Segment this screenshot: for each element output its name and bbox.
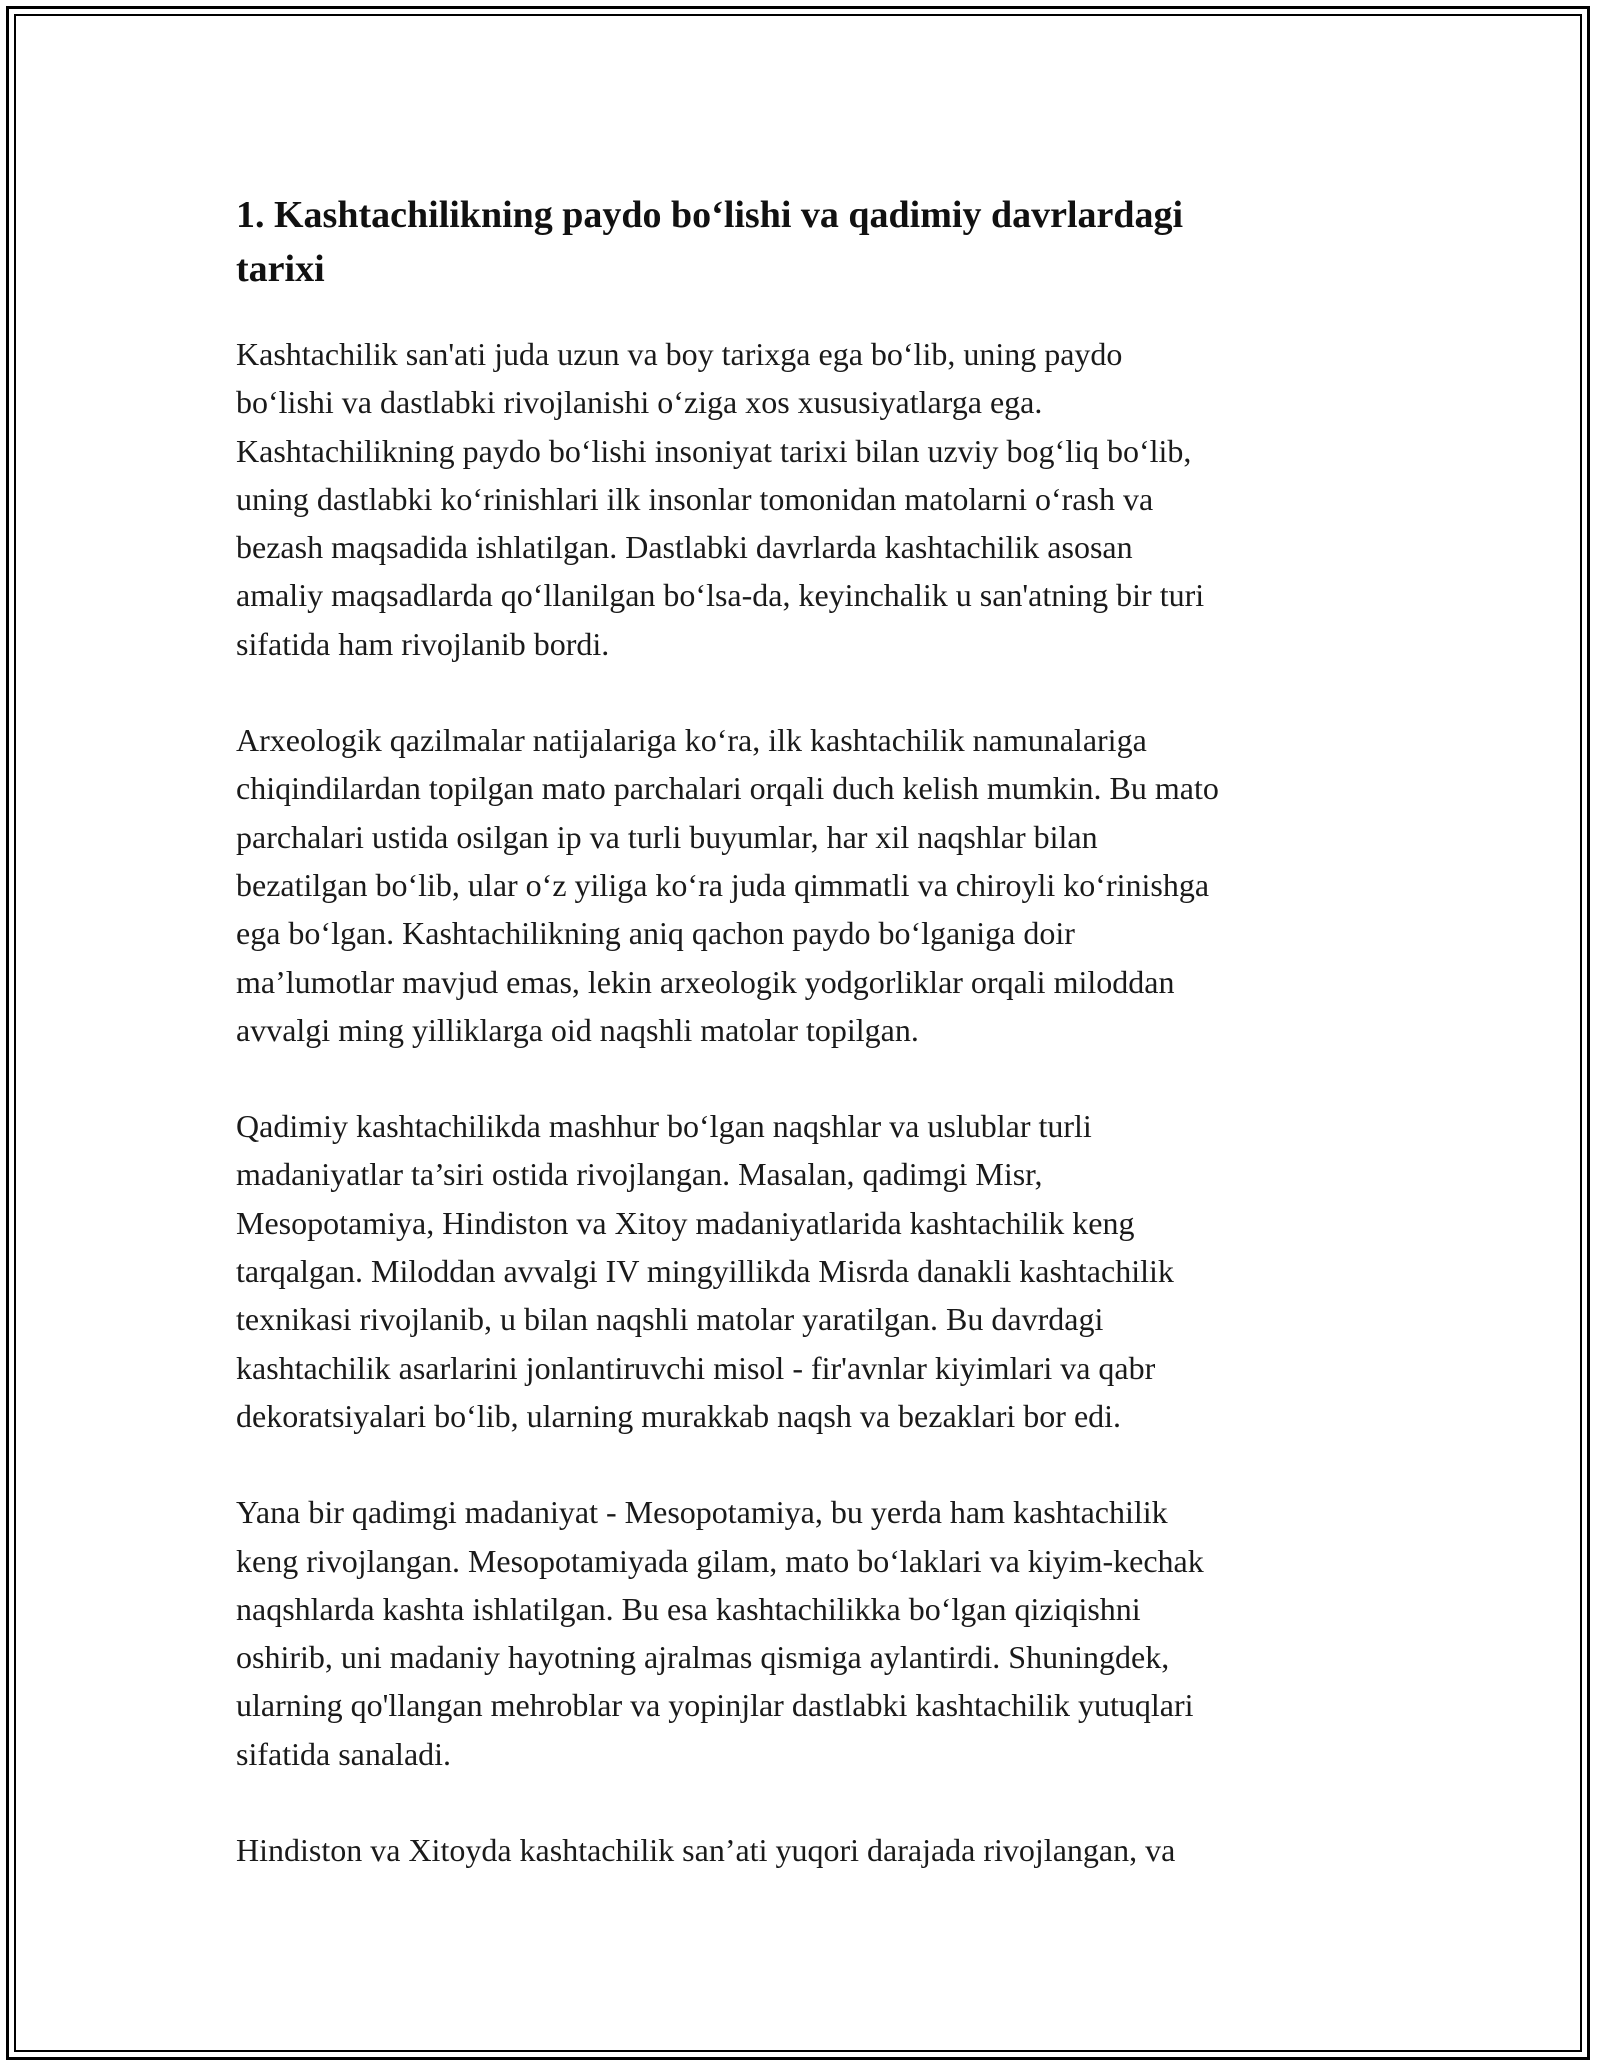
text-line: parchalari ustida osilgan ip va turli buyumlar, har xil naqshlar bilan bbox=[236, 818, 1098, 855]
text-line: naqshlarda kashta ishlatilgan. Bu esa kashtachilikka bo‘lgan qiziqishni bbox=[236, 1590, 1141, 1627]
document-body bbox=[236, 188, 1376, 1922]
text-line: Qadimiy kashtachilikda mashhur bo‘lgan naqshlar va uslublar turli bbox=[236, 1108, 1092, 1145]
text-line: oshirib, uni madaniy hayotning ajralmas qismiga aylantirdi. Shuningdek, bbox=[236, 1639, 1170, 1676]
paragraph bbox=[236, 1826, 1376, 1874]
section-heading bbox=[236, 188, 1376, 296]
paragraph bbox=[236, 716, 1376, 1054]
text-line: bezatilgan bo‘lib, ular o‘z yiliga ko‘ra juda qimmatli va chiroyli ko‘rinishga bbox=[236, 866, 1210, 903]
heading-line: tarixi bbox=[236, 248, 325, 290]
text-line: Kashtachilik san'ati juda uzun va boy tarixga ega bo‘lib, uning paydo bbox=[236, 336, 1123, 372]
text-line: ma’lumotlar mavjud emas, lekin arxeologik yodgorliklar orqali miloddan bbox=[236, 963, 1175, 1000]
text-line: ega bo‘lgan. Kashtachilikning aniq qachon paydo bo‘lganiga doir bbox=[236, 915, 1075, 952]
text-line: Hindiston va Xitoyda kashtachilik san’ati yuqori darajada rivojlangan, va bbox=[236, 1832, 1176, 1869]
text-line: Arxeologik qazilmalar natijalariga ko‘ra, ilk kashtachilik namunalariga bbox=[236, 722, 1147, 759]
heading-line: 1. Kashtachilikning paydo bo‘lishi va qadimiy davrlardagi bbox=[236, 194, 1184, 236]
text-line: bezash maqsadida ishlatilgan. Dastlabki davrlarda kashtachilik asosan bbox=[236, 529, 1133, 566]
text-line: Kashtachilikning paydo bo‘lishi insoniyat tarixi bilan uzviy bog‘liq bo‘lib, bbox=[236, 432, 1192, 469]
text-line: Mesopotamiya, Hindiston va Xitoy madaniyatlarida kashtachilik keng bbox=[236, 1204, 1135, 1241]
text-line: sifatida sanaladi. bbox=[236, 1735, 452, 1772]
text-line: kashtachilik asarlarini jonlantiruvchi misol - fir'avnlar kiyimlari va qabr bbox=[236, 1349, 1156, 1386]
text-line: ularning qo'llangan mehroblar va yopinjlar dastlabki kashtachilik yutuqlari bbox=[236, 1687, 1194, 1724]
text-line: keng rivojlangan. Mesopotamiyada gilam, mato bo‘laklari va kiyim-kechak bbox=[236, 1542, 1204, 1579]
text-line: amaliy maqsadlarda qo‘llanilgan bo‘lsa-da, keyinchalik u san'atning bir turi bbox=[236, 577, 1205, 614]
text-line: texnikasi rivojlanib, u bilan naqshli matolar yaratilgan. Bu davrdagi bbox=[236, 1301, 1104, 1338]
paragraph bbox=[236, 1102, 1376, 1440]
text-line: uning dastlabki ko‘rinishlari ilk insonlar tomonidan matolarni o‘rash va bbox=[236, 480, 1154, 517]
text-line: tarqalgan. Miloddan avvalgi IV mingyillikda Misrda danakli kashtachilik bbox=[236, 1253, 1174, 1290]
text-line: madaniyatlar ta’siri ostida rivojlangan. Masalan, qadimgi Misr, bbox=[236, 1156, 1043, 1193]
text-line: sifatida ham rivojlanib bordi. bbox=[236, 625, 610, 662]
paragraph bbox=[236, 330, 1376, 668]
paragraph bbox=[236, 1488, 1376, 1778]
text-line: Yana bir qadimgi madaniyat - Mesopotamiya, bu yerda ham kashtachilik bbox=[236, 1494, 1168, 1531]
text-line: dekoratsiyalari bo‘lib, ularning murakkab naqsh va bezaklari bor edi. bbox=[236, 1397, 1122, 1434]
text-line: bo‘lishi va dastlabki rivojlanishi o‘ziga xos xususiyatlarga ega. bbox=[236, 384, 1043, 421]
text-line: chiqindilardan topilgan mato parchalari orqali duch kelish mumkin. Bu mato bbox=[236, 770, 1219, 807]
text-line: avvalgi ming yilliklarga oid naqshli matolar topilgan. bbox=[236, 1011, 919, 1048]
